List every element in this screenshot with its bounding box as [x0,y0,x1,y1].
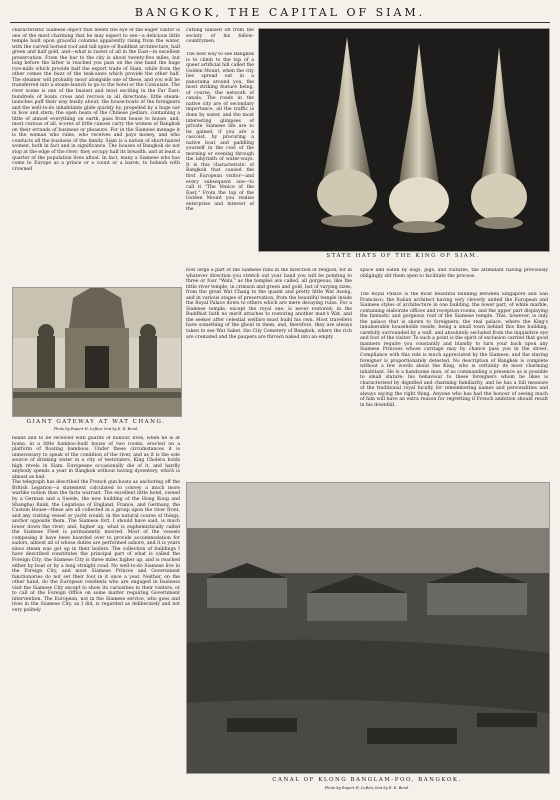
page-header: BANGKOK, THE CAPITAL OF SIAM. [134,6,426,19]
column-1-top-text: characteristic Siamese object that meets the eye of the eager visitor is one of the most charming that he may expect to see—a delicious little temple built upon graceful columns apparently rising from the water, with the curved horned roof and tall spire of Buddhist architecture, half green and half gold, and—what is rarest of all in the East—in excellent preservation. From the bar to the city is about twenty-five miles, but long before the latter is reached you pass on the one hand the huge rice-mills which provide half the export trade of Siam, while from the other comes the buzz of the teak-saws which provide the other half. The steamer will probably moor alongside one of these, and you will be transferred into a steam-launch to go to the hotel or the Consulate. The river scene is one of the busiest and most exciting in the Far East: hundreds of boats cross and recross in all directions; little steam-launches puff their way busily about; the house-boats of the foreigners and the well-to-do inhabitants glide quickly by, propelled by a huge oar in bow and stern; the open boats of the Chinese pedlars, containing a little of almost everything on earth, pass from house to house, and, most curious of all, scores of little canoes carry the women of Bangkok on their errands of business or pleasure. For in the Siamese menage it is the woman who rules, who receives and pays money, and who conducts all the business of the family. Siam is a nation of short-haired women, both in fact and in significance. The houses of Bangkok do not stop at the edge of the river; they occupy half its breadth, and at least a quarter of the population lives afloat. In fact, many a Siamese who has come to Europe as a prince or a count or a baron, to hobnob with crowned [12,28,180,172]
column-3-text-b: The Royal Palace is the most beautiful building between Singapore and San Francisco, the Italian architect having very cleverly united the European and Siamese styles of architecture in one building, the lower part, of white marble, containing elaborate offices and reception-rooms, and the upper part displaying the fantastic and gorgeous roof of the Siamese temple. This, however, is only the palace that is shown to foreigners; the real palace, where the King's innumerable households reside, being a small town behind this fine building, carefully surrounded by a wall, and absolutely secluded from the inquisitive eye and foot of the visitor. To such a point is the spirit of exclusion carried that good manners require you constantly and blandly to turn your back upon any Siamese Princess whose carriage may by chance pass you in the street. Compliance with this rule is much appreciated by the Siamese, and the staring foreigner is proportionately detested. No description of Bangkok is complete without a few words about the King, who is certainly its most charming inhabitant. He is a handsome man, of as commanding a presence as is possible to small stature; his behaviour to these foreigners whom he likes is characterised by dignified and charming familiarity, and he has a full measure of the traditional royal faculty for remembering names and personalities and always saying the right thing. Anyone who has had the honour of seeing much of him will have an extra reason for regretting if French ambition should result in his downfall. [360,292,548,408]
canal-credit: Photo by Rupert H. Lofton; lent by E. E. Bond. [324,786,410,790]
column-1-bottom-text: heads and to be received with guards of honour, lives, when he is at home, in a little bamboo-built house of two rooms, erected on a platform of floating bamboos. Under these circumstances it is unnecessary to speak of the condition of the river, and as it is the sole source of drinking water in a city of teetotalers, King Cholera holds high revels in Siam. Europeans occasionally die of it, and hardly anybody spends a year in Bangkok without having dysentery, which is almost as bad. The telegraph has described the French gun-boats as anchoring off the British Legation—a statement calculated to convey a much more warlike notion than the facts warrant. The excellent little hotel, owned by a German and a Swede, the new building of the Hong Kong and Shanghai Bank, the Legations of England, France, and Germany, the Custom House—these are all collected in a group upon the river front, and any visiting vessel or yacht would, in the natural course of things, anchor opposite them. The Siamese fort, I should have said, is much lower down the river; and, higher up, what is euphemistically called the Siamese Fleet is permanently moored. Most of the vessels composing it have been boarded over to provide accommodation for sailors, almost all of whose duties are performed ashore, and it is years since steam was got up in their boilers. The collection of buildings I have described constitutes the principal part of what is called the Foreign City; the Siamese City is three miles higher up, and is reached either by boat or by a long straight road. No well-to-do Siamese live in the Foreign City, and most Siamese Princes and Government functionaries do not set their foot in it once a year. Neither, on the other hand, do the European residents who are engaged in business visit the Siamese City except to show its curiosities to their visitors, or to call at the Foreign Office on some matter requiring Government intervention. The European, not in the Siamese service, who goes and lives in the Siamese City, as I did, is regarded as deliberately and not very politely [12,436,180,613]
giant-gateway-image [12,287,182,417]
header-rule [10,22,550,23]
state-hats-image [258,28,550,252]
column-3-text-a: space and eaten by dogs, pigs, and vultures, the attendant having previously obligingly slit them open to facilitate the process. [360,268,548,279]
column-2-mid-text: how large a part of the Siamese runs in the direction of religion, for in whatever direction you stretch out your hand you will be pointing to three or four "Wats," as the temples are called, all gorgeous, like the little river temple, in crimson and green and gold, but of varying sizes, from the great Wat Chang to the quaint and pretty little Wat Asong, and in various stages of preservation, from the beautiful temple inside the Royal Palace down to others which are mere decaying ruins. For a Siamese temple, except the royal one, is never restored; in the Buddhist faith no merit attaches to restoring another man's Wat, and the seeker after celestial welfare must build his own. Most travellers have something of the ghoul in them, and, therefore, they are always taken to see Wat Saket, the City Cemetery of Bangkok, where the rich are cremated and the paupers are thrown naked into an empty [186,268,352,340]
giant-gateway-illustration [13,288,181,416]
state-hats-caption: STATE HATS OF THE KING OF SIAM. [326,253,480,259]
column-2-top-text: cutting himself off from the society of his fellow-countrymen. [186,28,254,45]
state-hats-illustration [259,29,549,251]
giant-gateway-caption: GIANT GATEWAY AT WAT CHANG. [26,419,166,425]
canal-illustration [187,483,549,773]
giant-gateway-credit: Photo by Rupert H. Lofton; lent by E. E. Bond. [53,427,139,431]
canal-caption: CANAL OF KLONG BANGLAM-POO, BANGKOK. [272,777,462,783]
column-2-narrow-text: The best way to see Bangkok is to climb to the top of a queer artificial hill called the Golden Mount, when the city lies spread out in a panorama around you, the most striking feature being, of course, the network of canals. The roads in the native city are of secondary importance, all the traffic is done by water, and the most interesting glimpses of private Siamese life are to be gained, if you are a cascoist, by procuring a native boat and paddling yourself in the cool of the morning or evening through the labyrinth of water-ways. It is this characteristic of Bangkok that caused the first European visitor—and every subsequent one—to call it "The Venice of the East." From the top of the Golden Mount you realise enterprise and interest of the [186,52,254,213]
canal-image [186,482,550,774]
